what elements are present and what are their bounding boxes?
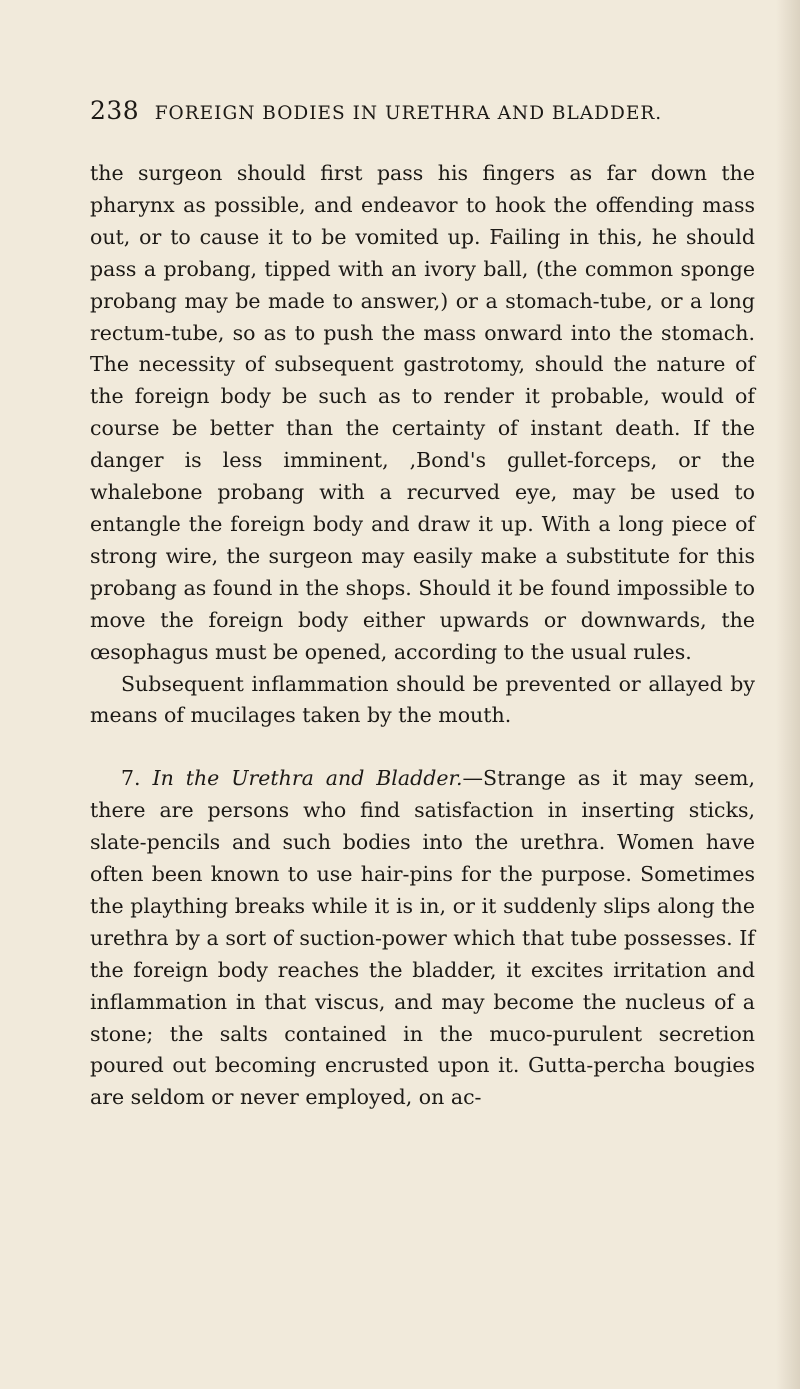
section-number: 7. <box>121 766 141 791</box>
running-title: FOREIGN BODIES IN URETHRA AND BLADDER. <box>154 103 663 124</box>
running-header <box>90 96 730 126</box>
paragraph: Subsequent inflammation should be prevented or allayed by means of mucilages taken by the mouth. <box>90 671 755 728</box>
page-edge-shadow <box>776 0 800 1389</box>
section-text: —Strange as it may seem, there are persons who find satisfaction in inserting sticks, slate-pencils and such bodies into the urethra. Women have often been known to use hair-pins for the purpose. Sometimes the plaything breaks while it is in, or it suddenly slips along the urethra by a sort of suction-power which that tube possesses. If the foreign body reaches the bladder, it excites irritation and inflammation in that viscus, and may become the nucleus of a stone; the salts contained in the muco-purulent secretion poured out becoming encrusted upon it. Gutta-percha bougies are seldom or never employed, on ac- <box>90 766 755 1110</box>
paragraph: the surgeon should first pass his fingers as far down the pharynx as possible, and endeavor to hook the offending mass out, or to cause it to be vomited up. Failing in this, he should pass a probang, tipped with an ivory ball, (the common sponge probang may be made to answer,) or a stomach-tube, or a long rectum-tube, so as to push the mass onward into the stomach. The necessity of subsequent gastrotomy, should the nature of the foreign body be such as to render it probable, would of course be better than the certainty of instant death. If the danger is less imminent, ,Bond's gullet-forceps, or the whalebone probang with a recurved eye, may be used to entangle the foreign body and draw it up. With a long piece of strong wire, the surgeon may easily make a substitute for this probang as found in the shops. Should it be found impossible to move the foreign body either upwards or downwards, the œsophagus must be opened, according to the usual rules. <box>90 161 755 664</box>
section-heading: In the Urethra and Bladder. <box>152 766 463 791</box>
body-text <box>90 158 755 1114</box>
section-paragraph <box>90 763 755 1114</box>
page-number: 238 <box>90 96 140 125</box>
